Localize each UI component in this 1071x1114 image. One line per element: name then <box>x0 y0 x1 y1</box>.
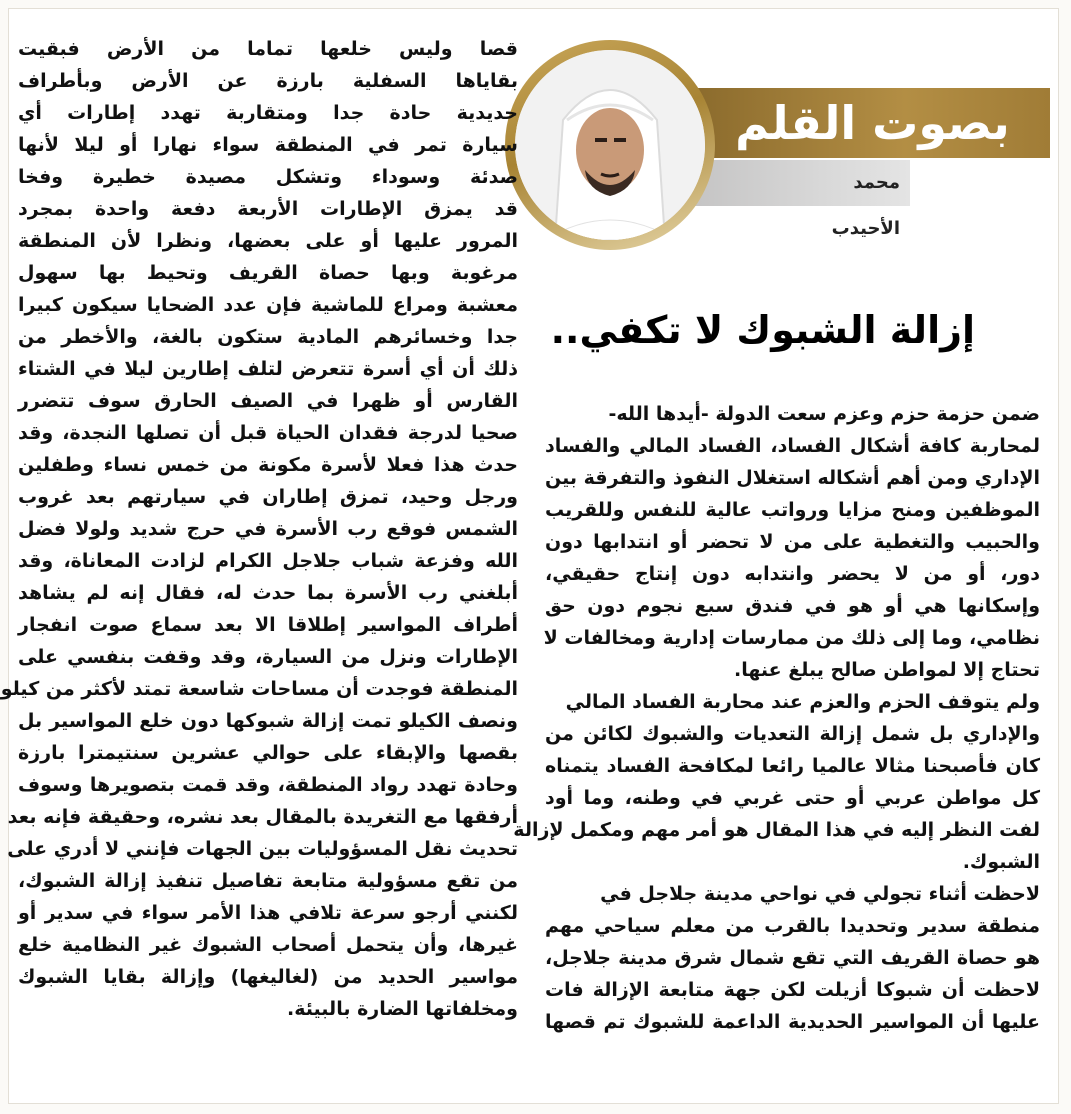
text-line: من تقع مسؤولية متابعة تفاصيل تنفيذ إزالة الشبوك، <box>18 870 518 892</box>
text-line: ونصف الكيلو تمت إزالة شبوكها دون خلع المواسير بل <box>18 710 518 732</box>
text-line: عليها أن المواسير الحديدية الداعمة للشبوك تم قصها <box>545 1011 1040 1033</box>
text-line: حديدية حادة جدا ومتقاربة تهدد إطارات أي <box>18 102 518 124</box>
text-line: أبلغني رب الأسرة بما حدث له، فقال إنه لم يشاهد <box>18 582 518 604</box>
text-line: أرفقها مع التغريدة بالمقال بعد نشره، وحقيقة فإنه بعد <box>7 806 518 828</box>
text-line: مواسير الحديد من (لغاليغها) وإزالة بقايا الشبوك <box>18 966 518 988</box>
text-line: الشبوك. <box>962 851 1040 873</box>
article-column-2 <box>0 0 518 1114</box>
text-line: والحبيب والتغطية على من لا تحضر أو انتدابها دون <box>545 531 1040 553</box>
text-line: المنطقة فوجدت أن مساحات شاسعة تمتد لأكثر من كيلو <box>0 678 518 700</box>
text-line: جدا وخسائرهم المادية ستكون بالغة، والأخطر من <box>18 326 518 348</box>
text-line: غيرها، وأن يتحمل أصحاب الشبوك غير النظامية خلع <box>18 934 518 956</box>
text-line: مرغوبة وبها حصاة القريف وتحيط بها سهول <box>18 262 518 284</box>
text-line: ولم يتوقف الحزم والعزم عند محاربة الفساد المالي <box>565 691 1040 713</box>
article-column-1 <box>513 0 1040 1114</box>
text-line: لمحاربة كافة أشكال الفساد، الفساد المالي والفساد <box>545 435 1040 457</box>
text-line: الإطارات ونزل من السيارة، وقد وقفت بنفسي على <box>18 646 518 668</box>
text-line: قد يمزق الإطارات الأربعة دفعة واحدة بمجرد <box>18 198 518 220</box>
text-line: سيارة تمر في المنطقة سواء نهارا أو ليلا لأنها <box>18 134 518 156</box>
text-line: الشمس فوقع رب الأسرة في حرج شديد ولولا فضل <box>18 518 518 540</box>
text-line: صدئة وسوداء وتشكل مصيدة خطيرة وفخا <box>18 166 518 188</box>
text-line: بقصها والإبقاء على حوالي عشرين سنتيمترا بارزة <box>18 742 518 764</box>
text-line: لفت النظر إليه في هذا المقال هو أمر مهم ومكمل لإزالة <box>513 819 1040 841</box>
author-name: محمد الأحيدب <box>831 172 900 239</box>
text-line: لاحظت أثناء تجولي في نواحي مدينة جلاجل في <box>600 883 1040 905</box>
text-line: لكنني أرجو سرعة تلافي هذا الأمر سواء في سدير أو <box>18 902 518 924</box>
article-headline: إزالة الشبوك لا تكفي.. <box>550 308 975 352</box>
text-line: وإسكانها هي أو هو في فندق سبع نجوم دون حق <box>545 595 1040 617</box>
text-line: صحيا لدرجة فقدان الحياة قبل أن تصلها النجدة، وقد <box>18 422 518 444</box>
text-line: الله وفزعة شباب جلاجل الكرام لزادت المعاناة، وقد <box>18 550 518 572</box>
text-line: بقاياها السفلية بارزة عن الأرض وبأطراف <box>18 70 518 92</box>
text-line: دور، أو من لا يحضر وانتدابه دون إنتاج حقيقي، <box>545 563 1040 585</box>
text-line: الإداري ومن أهم أشكاله استغلال النفوذ والتفرقة بين <box>545 467 1040 489</box>
text-line: كل مواطن عربي أو حتى غربي في وطنه، وما أود <box>545 787 1040 809</box>
text-line: لاحظت أن شبوكا أزيلت لكن جهة متابعة الإزالة فات <box>545 979 1040 1001</box>
text-line: الموظفين ومنح مزايا ورواتب عالية للنفس وللقريب <box>545 499 1040 521</box>
text-line: القارس أو ظهرا في الصيف الحارق سوف تتضرر <box>18 390 518 412</box>
text-line: ومخلفاتها الضارة بالبيئة. <box>287 998 518 1020</box>
text-line: تحتاج إلا لمواطن صالح يبلغ عنها. <box>733 659 1040 681</box>
text-line: وحادة تهدد رواد المنطقة، وقد قمت بتصويرها وسوف <box>18 774 518 796</box>
text-line: هو حصاة القريف التي تقع شمال شرق مدينة جلاجل، <box>545 947 1040 969</box>
text-line: ضمن حزمة حزم وعزم سعت الدولة -أيدها الله- <box>608 403 1040 425</box>
text-line: والإداري بل شمل إزالة التعديات والشبوك لكائن من <box>545 723 1040 745</box>
text-line: تحديث نقل المسؤوليات بين الجهات فإنني لا أدري على <box>7 838 518 860</box>
text-line: نظامي، وما إلى ذلك من ممارسات إدارية ومخالفات لا <box>543 627 1040 649</box>
text-line: منطقة سدير وتحديدا بالقرب من معلم سياحي مهم <box>545 915 1040 937</box>
text-line: حدث هذا فعلا لأسرة مكونة من خمس نساء وطفلين <box>18 454 518 476</box>
text-line: معشبة ومراع للماشية فإن عدد الضحايا سيكون كبيرا <box>18 294 518 316</box>
section-title: بصوت القلم <box>735 96 1010 150</box>
text-line: ورجل وحيد، تمزق إطاران في سيارتهم بعد غروب <box>18 486 518 508</box>
text-line: كان فأصبحنا مثالا عالميا رائعا لمكافحة الفساد يتمناه <box>545 755 1040 777</box>
text-line: ذلك أن أي أسرة تتعرض لتلف إطارين ليلا في الشتاء <box>18 358 518 380</box>
text-line: أطراف المواسير إطلاقا الا بعد سماع صوت انفجار <box>18 614 518 636</box>
text-line: قصا وليس خلعها تماما من الأرض فبقيت <box>18 38 518 60</box>
text-line: المرور عليها أو على بعضها، ونظرا لأن المنطقة <box>18 230 518 252</box>
